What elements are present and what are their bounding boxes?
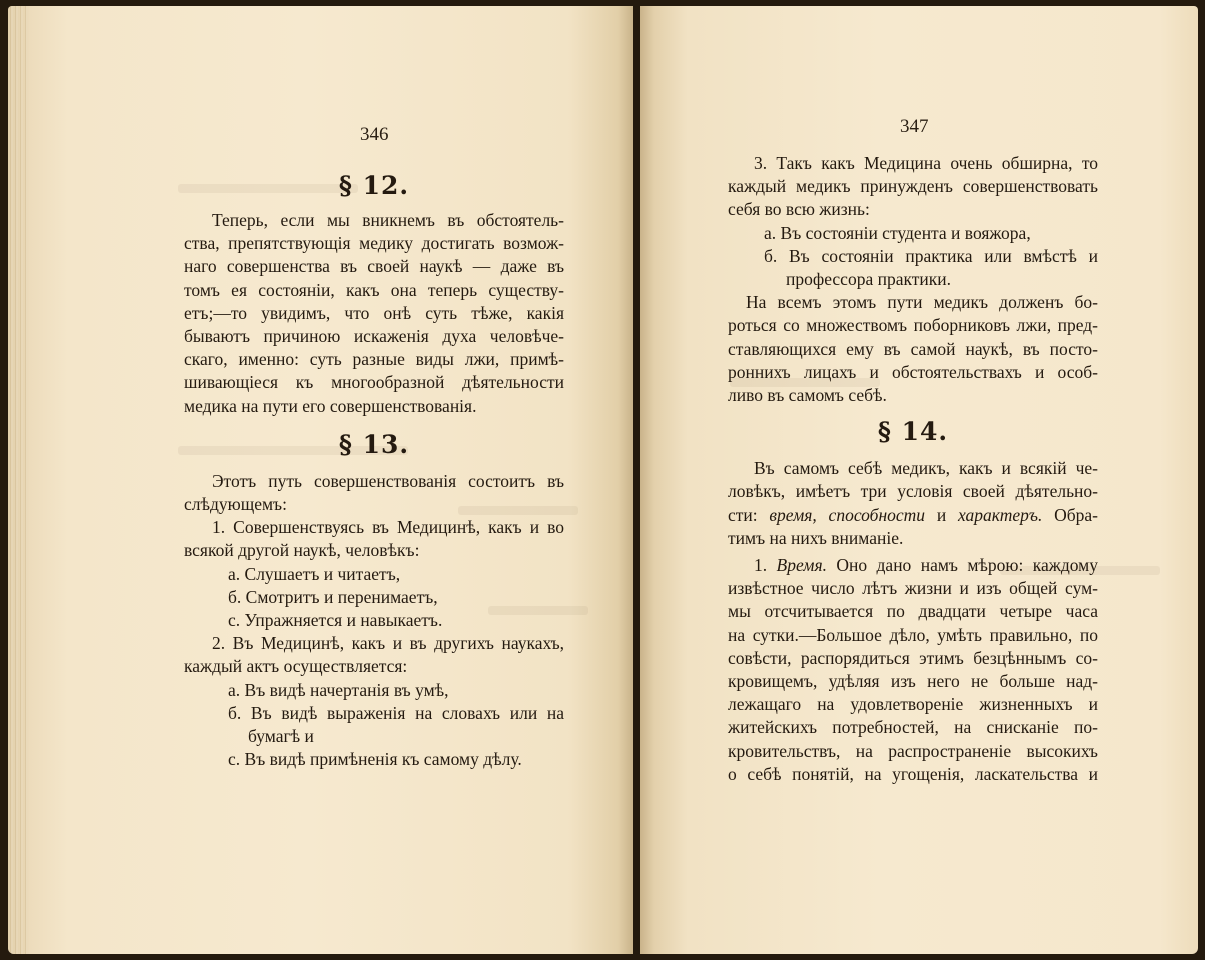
text-line: Этотъ путь совершенствованія состоитъ въ (212, 470, 564, 491)
text-line: всякой другой наукѣ, человѣкъ: (184, 540, 420, 561)
italic-term: время, способности (769, 504, 926, 525)
text-line: житейскихъ потребностей, на снисканіе по- (728, 717, 1098, 738)
text-fragment: Оно дано намъ мѣрою: каждому (826, 555, 1098, 576)
text-fragment: сти: (728, 504, 770, 525)
sub-item: б. Въ состояніи практика или вмѣстѣ и (764, 245, 1098, 266)
sub-item: б. Смотритъ и перенимаетъ, (228, 586, 438, 607)
text-line: на сутки.—Большое дѣло, умѣть правильно, по (728, 624, 1098, 645)
text-fragment: 1. (754, 555, 777, 576)
text-line: бумагѣ и (248, 726, 314, 747)
text-line: совѣсти, распорядиться этимъ безцѣннымъ со- (728, 647, 1098, 668)
text-line: томъ ея состояніи, какъ она теперь существу- (184, 279, 564, 300)
text-line: роться со множествомъ поборниковъ лжи, пред- (728, 315, 1098, 336)
right-text-block (728, 152, 1098, 786)
right-page (640, 6, 1198, 954)
left-page (8, 6, 633, 954)
text-line: тимъ на нихъ вниманіе. (728, 527, 904, 548)
sub-item: c. Въ видѣ примѣненія къ самому дѣлу. (228, 749, 522, 770)
paragraph-14 (728, 457, 1098, 786)
text-fragment: Обра- (1042, 504, 1098, 525)
text-line: ставляющихся ему въ самой наукѣ, въ посто- (728, 338, 1098, 359)
text-line: кровищемъ, удѣляя изъ него не больше над- (728, 671, 1098, 692)
text-line: Въ самомъ себѣ медикъ, какъ и всякій че- (754, 458, 1098, 479)
text-line: етъ;—то увидимъ, что онѣ суть тѣже, какія (184, 302, 564, 323)
text-line: роннихъ лицахъ и обстоятельствахъ и особ- (728, 361, 1098, 382)
text-line: о себѣ понятій, на угощенія, ласкательства и (728, 763, 1098, 784)
text-line: лежащаго на удовлетвореніе жизненныхъ и (728, 694, 1098, 715)
page-number: 346 (360, 124, 389, 145)
italic-term: Время. (776, 555, 827, 576)
text-line: бываютъ причиною искаженія духа человѣче- (184, 326, 564, 347)
sub-item: a. Въ видѣ начертанія въ умѣ, (228, 679, 449, 700)
sub-item: б. Въ видѣ выраженія на словахъ или на (228, 702, 564, 723)
section-heading-12: § 12. (338, 171, 410, 200)
text-line: извѣстное число лѣтъ жизни и изъ общей сум- (728, 578, 1098, 599)
text-fragment: и (925, 504, 958, 525)
text-line: мы отсчитывается по двадцати четыре часа (728, 601, 1098, 622)
text-line: скаго, именно: суть разные виды лжи, примѣ- (184, 349, 564, 370)
text-line: ловѣкъ, имѣетъ три условія своей дѣятельно- (728, 481, 1098, 502)
sub-item: a. Въ состояніи студента и вояжора, (764, 222, 1031, 243)
page-edge-texture (8, 6, 28, 954)
page-number: 347 (900, 116, 929, 137)
list-item-2: 2. Въ Медицинѣ, какъ и въ другихъ наукахъ, (212, 633, 564, 654)
sub-item: c. Упражняется и навыкаетъ. (228, 610, 443, 631)
time-paragraph-start (728, 554, 1098, 577)
text-line: кровительствъ, на распространеніе высокихъ (728, 740, 1098, 761)
text-line: себя во всю жизнь: (728, 199, 870, 220)
paragraph-12 (184, 209, 564, 418)
paragraph-13 (184, 470, 564, 772)
text-line: наго совершенства въ своей наукѣ — даже въ (184, 256, 564, 277)
text-line: профессора практики. (786, 269, 951, 290)
text-line: шивающіеся къ многообразной дѣятельности (184, 372, 564, 393)
text-line: слѣдующемъ: (184, 494, 287, 515)
text-line: ства, препятствующія медику достигать возмож- (184, 233, 564, 254)
text-line: каждый медикъ принужденъ совершенствовать (728, 176, 1098, 197)
text-line: На всемъ этомъ пути медикъ долженъ бо- (746, 292, 1098, 313)
text-line (728, 504, 1098, 527)
text-line: каждый актъ осуществляется: (184, 656, 408, 677)
left-text-block (184, 166, 564, 771)
paragraph-after-3 (728, 291, 1098, 407)
text-line: Теперь, если мы вникнемъ въ обстоятель- (212, 210, 564, 230)
text-line: ливо въ самомъ себѣ. (728, 385, 887, 406)
sub-item: a. Слушаетъ и читаетъ, (228, 563, 401, 584)
text-line: 3. Такъ какъ Медицина очень обширна, то (754, 153, 1098, 173)
text-line: медика на пути его совершенствованія. (184, 395, 477, 416)
italic-term: характеръ. (957, 504, 1043, 525)
section-heading-14: § 14. (877, 417, 949, 447)
list-item-3 (728, 152, 1098, 291)
list-item-1: 1. Совершенствуясь въ Медицинѣ, какъ и во (212, 517, 564, 538)
section-heading-13: § 13. (338, 429, 410, 459)
